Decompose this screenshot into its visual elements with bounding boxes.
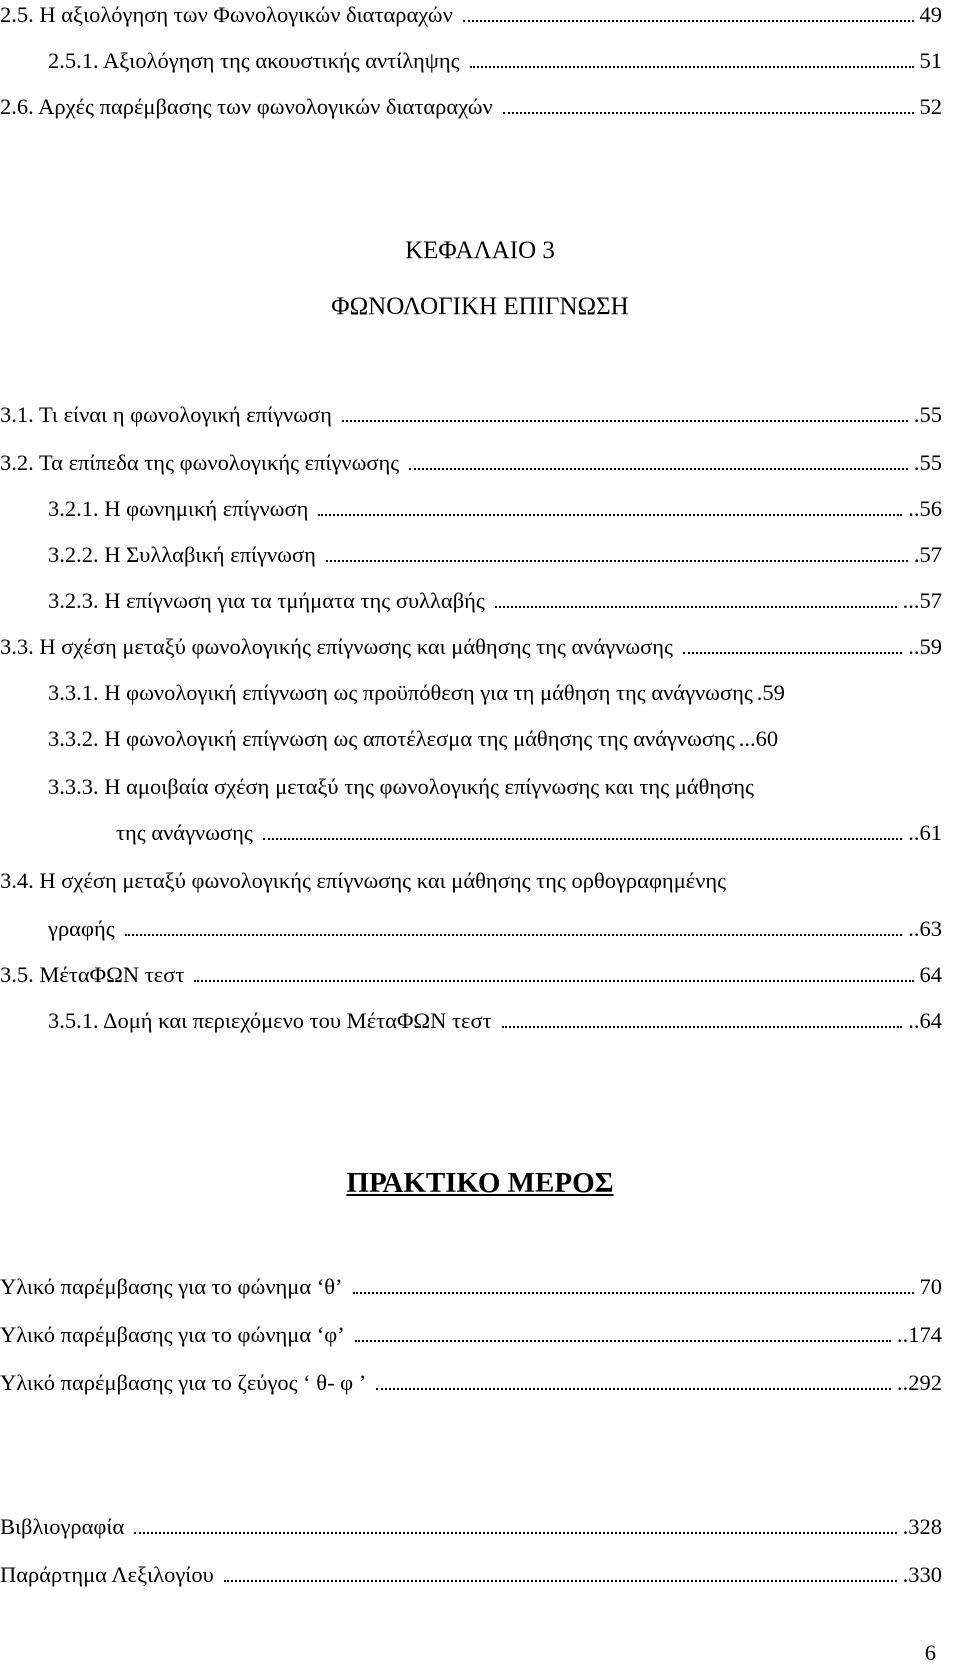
toc-entry[interactable] <box>0 394 942 428</box>
leader-dots <box>194 980 913 982</box>
toc-entry[interactable] <box>48 1000 942 1034</box>
toc-entry-page: ...57 <box>902 588 942 613</box>
toc-entry-page: ..61 <box>908 820 942 845</box>
leader-dots <box>470 66 914 68</box>
toc-entry[interactable] <box>48 488 942 522</box>
toc-entry-title: 3.2. Τα επίπεδα της φωνολογικής επίγνωσης <box>0 450 400 475</box>
toc-entry-title: Υλικό παρέμβασης για το ζεύγος ‘ θ- φ ’ <box>0 1370 367 1395</box>
toc-entry-title: 3.4. Η σχέση μεταξύ φωνολογικής επίγνωσης και μάθησης της ορθογραφημένης <box>0 868 727 893</box>
toc-entry-title: 2.5. Η αξιολόγηση των Φωνολογικών διαταραχών <box>0 2 453 27</box>
toc-entry-title: 3.3. Η σχέση μεταξύ φωνολογικής επίγνωσης και μάθησης της ανάγνωσης <box>0 634 673 659</box>
toc-entry-title: 3.1. Τι είναι η φωνολογική επίγνωση <box>0 402 332 427</box>
toc-entry-title: 3.2.2. Η Συλλαβική επίγνωση <box>48 542 316 567</box>
toc-entry-page: 64 <box>919 962 942 987</box>
toc-entry[interactable] <box>0 1554 942 1588</box>
toc-entry-page: 52 <box>919 94 942 119</box>
toc-entry-title: 3.3.3. Η αμοιβαία σχέση μεταξύ της φωνολογικής επίγνωσης και της μάθησης <box>48 774 754 799</box>
leader-dots <box>502 1026 903 1028</box>
leader-dots <box>503 112 914 114</box>
toc-entry-title: Παράρτημα Λεξιλογίου <box>0 1562 214 1587</box>
toc-entry-page: ..292 <box>897 1370 942 1395</box>
toc-entry[interactable] <box>0 626 942 660</box>
toc-entry-page: 51 <box>919 48 942 73</box>
toc-entry[interactable] <box>0 1362 942 1396</box>
toc-entry[interactable] <box>0 86 942 120</box>
toc-entry-page: 49 <box>919 2 942 27</box>
toc-entry[interactable] <box>48 766 942 800</box>
toc-entry-page: ..64 <box>908 1008 942 1033</box>
toc-entry-page: .59 <box>756 680 785 705</box>
toc-entry[interactable] <box>0 0 942 28</box>
leader-dots <box>263 838 902 840</box>
toc-entry-title: 2.5.1. Αξιολόγηση της ακουστικής αντίληψης <box>48 48 460 73</box>
section-heading: ΠΡΑΚΤΙΚΟ ΜΕΡΟΣ <box>346 1167 614 1199</box>
leader-dots <box>125 934 903 936</box>
page-number: 6 <box>924 1640 936 1665</box>
toc-entry-page: .55 <box>913 402 942 427</box>
toc-entry-page: ..63 <box>908 916 942 941</box>
toc-entry-title: 3.3.1. Η φωνολογική επίγνωση ως προϋπόθεση για τη μάθηση της ανάγνωσης <box>48 680 753 705</box>
toc-entry[interactable] <box>48 672 942 706</box>
leader-dots <box>224 1580 897 1582</box>
leader-dots <box>409 468 908 470</box>
toc-entry[interactable] <box>48 718 942 752</box>
leader-dots <box>342 420 908 422</box>
toc-entry[interactable] <box>0 1506 942 1540</box>
toc-entry-page: .55 <box>913 450 942 475</box>
toc-entry-page: .330 <box>902 1562 942 1587</box>
toc-entry-page: .57 <box>913 542 942 567</box>
leader-dots <box>683 652 902 654</box>
toc-entry-continuation[interactable] <box>48 908 942 942</box>
toc-entry-title: Βιβλιογραφία <box>0 1514 125 1539</box>
chapter-title: ΦΩΝΟΛΟΓΙΚΗ ΕΠΙΓΝΩΣΗ <box>331 293 629 320</box>
toc-entry[interactable] <box>0 1266 942 1300</box>
toc-entry-page: ...60 <box>738 726 779 751</box>
toc-entry-title: 2.6. Αρχές παρέμβασης των φωνολογικών διαταραχών <box>0 94 493 119</box>
leader-dots <box>318 514 902 516</box>
toc-entry[interactable] <box>48 40 942 74</box>
toc-entry-title: 3.2.1. Η φωνημική επίγνωση <box>48 496 309 521</box>
chapter-number: ΚΕΦΑΛΑΙΟ 3 <box>405 237 555 264</box>
toc-entry-page: ..56 <box>908 496 942 521</box>
toc-entry-continuation[interactable] <box>116 812 942 846</box>
toc-entry-title: 3.5. ΜέταΦΩΝ τεστ <box>0 962 185 987</box>
toc-entry[interactable] <box>48 580 942 614</box>
toc-entry-title: 3.3.2. Η φωνολογική επίγνωση ως αποτέλεσμα της μάθησης της ανάγνωσης <box>48 726 735 751</box>
toc-entry[interactable] <box>0 1314 942 1348</box>
leader-dots <box>463 20 914 22</box>
toc-entry-title: Υλικό παρέμβασης για το φώνημα ‘θ’ <box>0 1274 343 1299</box>
toc-entry-title: 3.2.3. Η επίγνωση για τα τμήματα της συλλαβής <box>48 588 485 613</box>
toc-entry[interactable] <box>0 954 942 988</box>
toc-entry[interactable] <box>0 442 942 476</box>
leader-dots <box>376 1388 891 1390</box>
toc-entry-title: της ανάγνωσης <box>116 820 253 845</box>
toc-entry-page: 70 <box>919 1274 942 1299</box>
toc-entry[interactable] <box>0 860 942 894</box>
toc-entry-title: Υλικό παρέμβασης για το φώνημα ‘φ’ <box>0 1322 345 1347</box>
leader-dots <box>326 560 908 562</box>
leader-dots <box>355 1340 891 1342</box>
toc-entry-title: γραφής <box>48 916 115 941</box>
toc-entry-page: ..59 <box>908 634 942 659</box>
toc-entry[interactable] <box>48 534 942 568</box>
leader-dots <box>495 606 897 608</box>
toc-entry-title: 3.5.1. Δομή και περιεχόμενο του ΜέταΦΩΝ τεστ <box>48 1008 492 1033</box>
leader-dots <box>134 1532 896 1534</box>
toc-entry-page: ..174 <box>897 1322 942 1347</box>
toc-entry-page: .328 <box>902 1514 942 1539</box>
leader-dots <box>353 1292 914 1294</box>
